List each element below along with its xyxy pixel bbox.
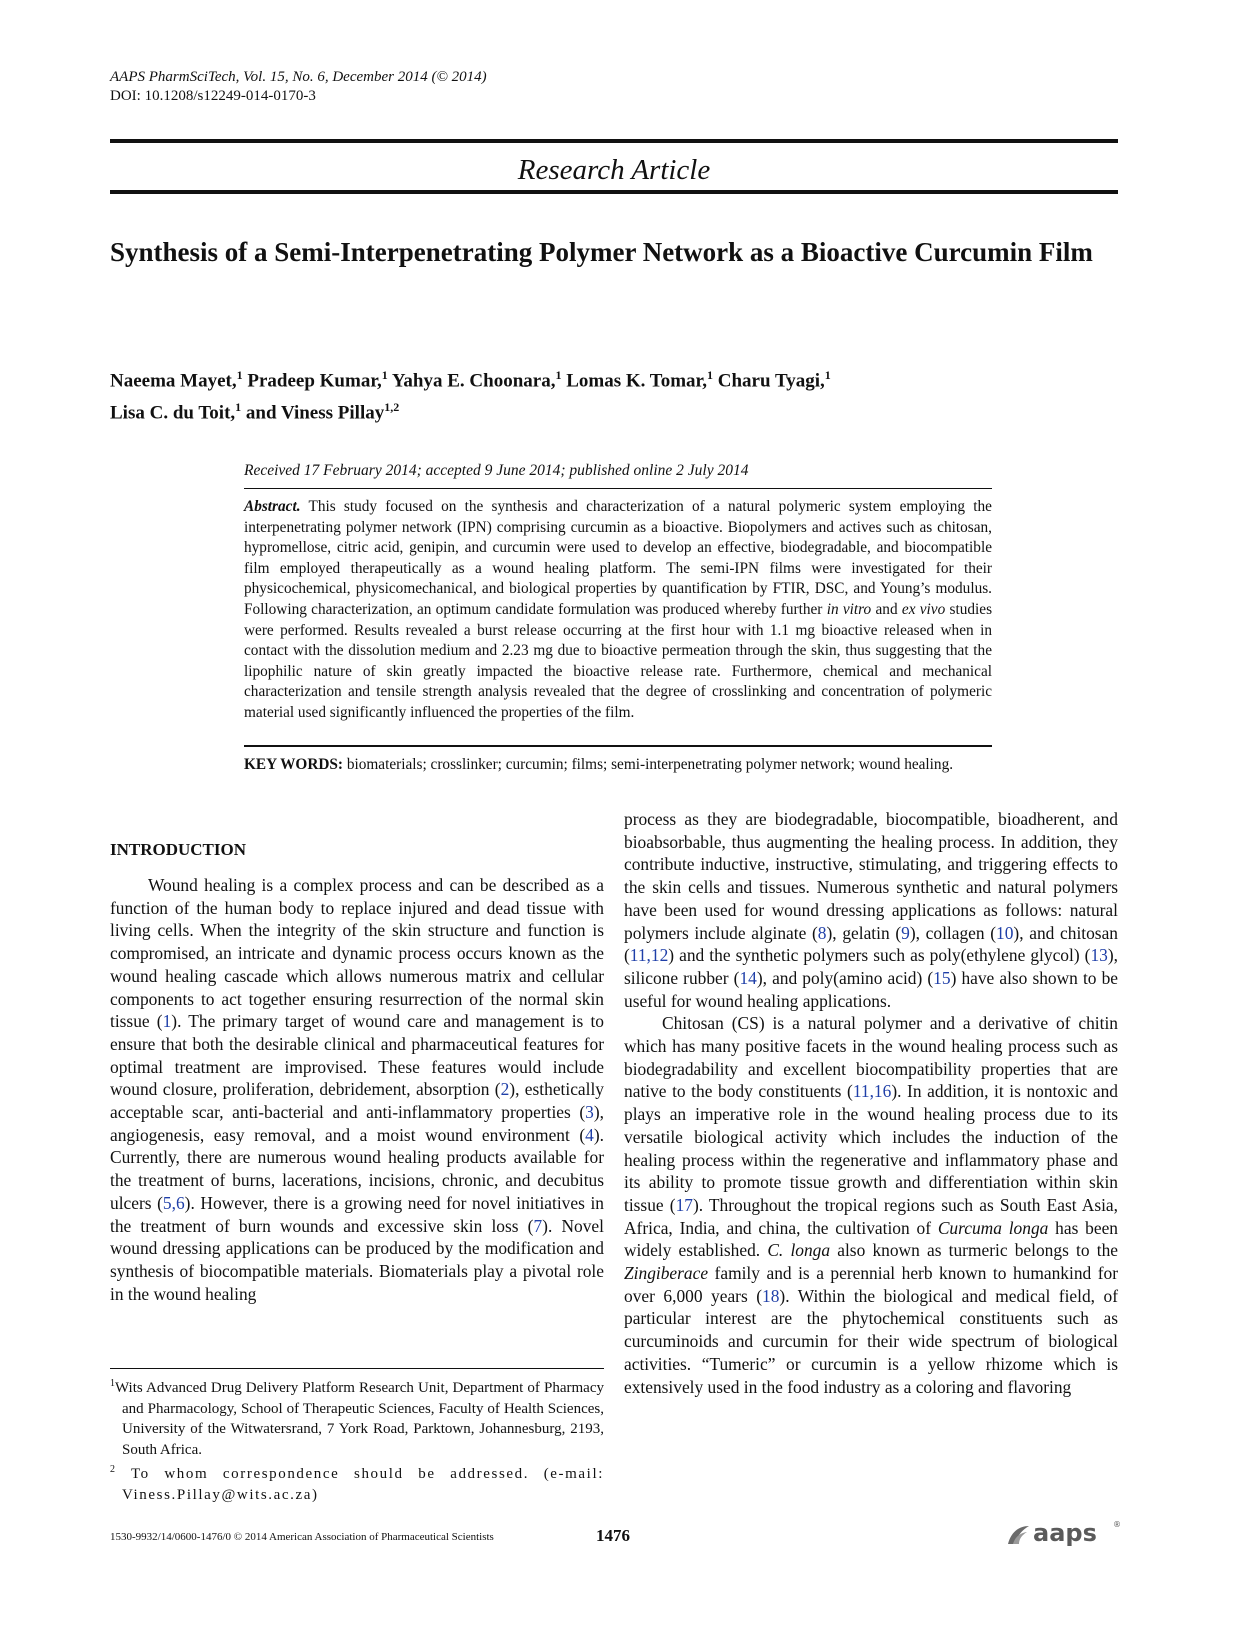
affiliation-mark: 1,2 [384,400,400,415]
citation-link[interactable]: 13 [1090,945,1108,966]
aaps-logo [1005,1520,1121,1550]
citation-link[interactable]: 1 [162,1011,172,1032]
registered-mark: ® [1113,1520,1121,1529]
footnote-rule [110,1368,604,1369]
top-rule [110,139,1118,143]
swoosh-icon [1005,1522,1031,1548]
citation-link[interactable]: 15 [933,967,951,988]
affiliation-mark: 1 [707,368,713,382]
citation-link[interactable]: 18 [762,1285,780,1306]
citation-link[interactable]: 3 [585,1102,594,1123]
author: Pradeep Kumar, [247,370,382,392]
author: Naeema Mayet, [110,370,237,392]
author: Yahya E. Choonara, [391,370,556,392]
author: Lomas K. Tomar, [566,370,707,392]
section-rule [110,190,1118,194]
affiliation-mark: 1 [235,400,242,415]
author: and Viness Pillay [245,402,385,424]
citation-link[interactable]: 11,16 [852,1081,892,1102]
citation-link[interactable]: 2 [500,1079,510,1100]
citation-link[interactable]: 7 [533,1215,543,1236]
affiliation-mark: 1 [824,368,831,382]
body-column-left [110,874,604,1305]
copyright-line: 1530-9932/14/0600-1476/0 © 2014 American Association of Pharmaceutical Scientists [110,1531,494,1543]
paragraph: Wound healing is a complex process and can be described as a function of the human body to replace injured and dead tissue with living cells. When the integrity of the skin structure and function is compromised, an intricate and dynamic process occurs known as the wound healing cascade which allows numerous matrix and cellular components to act together ensuring resurrection of the normal skin tissue (1). The primary target of wound care and management is to ensure that both the desirable clinical and pharmaceutical features for optimal treatment are improvised. These features would include wound closure, proliferation, debridement, absorption (2), esthetically acceptable scar, anti-bacterial and anti-inflammatory properties (3), angiogenesis, easy removal, and a moist wound environment (4). Currently, there are numerous wound healing products available for the treatment of burns, lacerations, incisions, chronic, and decubitus ulcers (5,6). However, there is a growing need for novel initiatives in the treatment of burn wounds and excessive skin loss (7). Novel wound dressing applications can be produced by the modification and synthesis of biocompatible materials. Biomaterials play a pivotal role in the wound healing [110,875,604,1304]
author-list [110,362,1010,427]
citation-link[interactable]: 8 [817,922,827,943]
citation-link[interactable]: 14 [739,967,757,988]
article-title: Synthesis of a Semi-Interpenetrating Polymer Network as a Bioactive Curcumin Film [110,237,1093,267]
journal-citation: AAPS PharmSciTech, Vol. 15, No. 6, December 2014 (© 2014) [110,69,487,85]
doi[interactable]: DOI: 10.1208/s12249-014-0170-3 [110,88,316,104]
abstract-bottom-rule [244,745,992,747]
body-column-right [624,808,1118,1398]
citation-link[interactable]: 4 [585,1124,594,1145]
article-type: Research Article [517,154,711,186]
affiliation-mark: 1 [381,368,388,382]
author: Lisa C. du Toit, [110,402,236,424]
abstract-label: Abstract. [244,498,301,515]
publication-dates: Received 17 February 2014; accepted 9 June 2014; published online 2 July 2014 [244,462,749,479]
citation-link[interactable]: 9 [901,922,910,943]
citation-link[interactable]: 17 [675,1194,693,1215]
section-heading-introduction: INTRODUCTION [110,840,247,859]
citation-link[interactable]: 10 [996,922,1014,943]
paragraph: Chitosan (CS) is a natural polymer and a derivative of chitin which has many positive facets in the wound healing process such as biodegradability and excellent biocompatibility properties that are native to the body constituents (11,16). In addition, it is nontoxic and plays an imperative role in the wound healing process due to its versatile biological activity which includes the induction of the healing process within the regenerative and inflammatory phase and its ability to promote tissue growth and differentiation within skin tissue (17). Throughout the tropical regions such as South East Asia, Africa, India, and china, the cultivation of Curcuma longa has been widely established. C. longa also known as turmeric belongs to the Zingiberace family and is a perennial herb known to humankind for over 6,000 years (18). Within the biological and medical field, of particular interest are the phytochemical constituents such as curcuminoids and curcumin for their wide spectrum of biological activities. “Tumeric” or curcumin is a yellow rhizome which is extensively used in the food industry as a coloring and flavoring [624,1013,1118,1397]
footnote-affiliation: $^1$Wits Advanced Drug Delivery Platform Research Unit, Department of Pharmacy and Pharmacology, School of Therapeutic Sciences, Faculty of Health Sciences, University of the Witwatersrand, 7 York Road, Parktown, Johannesburg, 2193, South Africa. [110,1378,604,1458]
page-number: 1476 [596,1526,630,1545]
abstract: Abstract. This study focused on the synthesis and characterization of a natural polymeric system employing the interpenetrating polymer network (IPN) comprising curcumin as a bioactive. Biopolymers and actives such as chitosan, hypromellose, citric acid, genipin, and curcumin were used to develop an effective, biodegradable, and biocompatible film employed therapeutically as a wound healing platform. The semi-IPN films were investigated for their physicochemical, physicomechanical, and biological properties by quantification by FTIR, DSC, and Young’s modulus. Following characterization, an optimum candidate formulation was produced whereby further in vitro and ex vivo studies were performed. Results revealed a burst release occurring at the first hour with 1.1 mg bioactive released when in contact with the dissolution medium and 2.23 mg due to bioactive permeation through the skin, thus suggesting that the lipophilic nature of skin greatly impacted the bioactive release rate. Furthermore, chemical and mechanical characterization and tensile strength analysis revealed that the degree of crosslinking and concentration of polymeric material used significantly influenced the properties of the film. [244,498,993,721]
keywords-text: biomaterials; crosslinker; curcumin; films; semi-interpenetrating polymer network; wound healing. [346,756,954,773]
affiliation-mark: 1 [236,368,243,382]
footnote-correspondence: $^2$ To whom correspondence should be addressed. (e-mail: Viness.Pillay@wits.ac.za) [110,1464,604,1503]
author: Charu Tyagi, [717,370,825,392]
abstract-top-rule [244,488,992,489]
logo-wordmark: aaps [1033,1519,1097,1547]
footnotes [110,1374,604,1505]
journal-header [110,68,487,106]
keywords-label: KEY WORDS: [244,756,344,773]
citation-link[interactable]: 11,12 [629,945,669,966]
paragraph: process as they are biodegradable, biocompatible, bioadherent, and bioabsorbable, thus augmenting the healing process. In addition, they contribute inductive, instructive, stimulating, and triggering effects to the skin cells and tissues. Numerous synthetic and natural polymers have been used for wound dressing applications as follows: natural polymers include alginate (8), gelatin (9), collagen (10), and chitosan (11,12) and the synthetic polymers such as poly(ethylene glycol) (13), silicone rubber (14), and poly(amino acid) (15) have also shown to be useful for wound healing applications. [624,809,1118,1011]
keywords [244,755,992,774]
affiliation-mark: 1 [555,368,562,382]
citation-link[interactable]: 5,6 [162,1192,185,1213]
